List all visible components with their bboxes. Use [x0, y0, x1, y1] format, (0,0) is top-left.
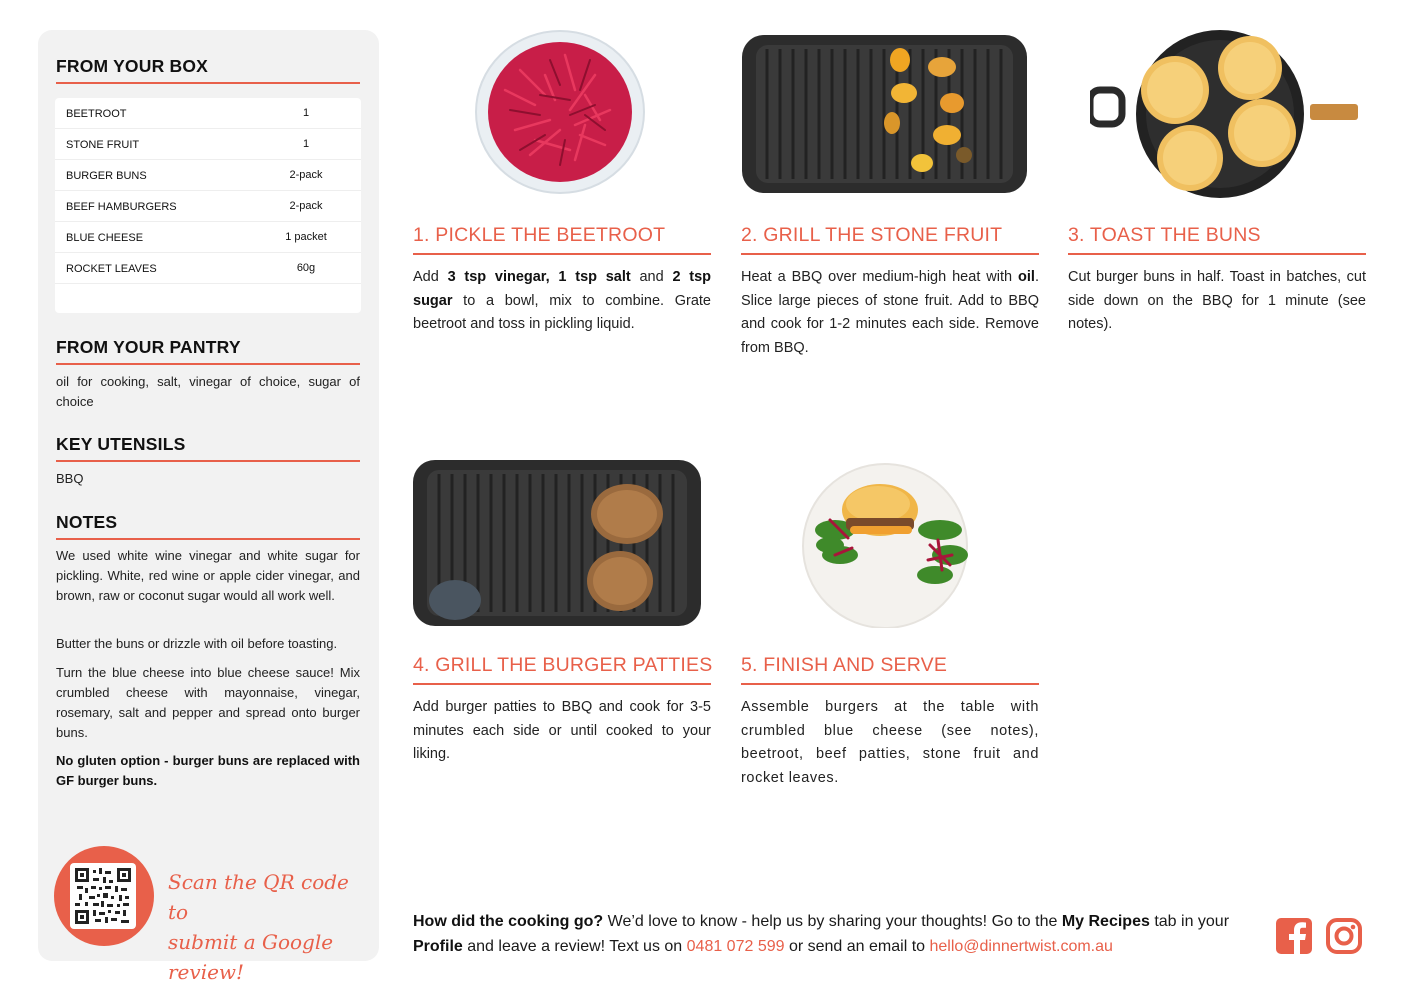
notes-title: NOTES: [56, 512, 118, 532]
step-2-body: Heat a BBQ over medium-high heat with oil. Slice large pieces of stone fruit. Add to BBQ and cook for 1-2 minutes each side. Remove from BBQ.: [741, 269, 1039, 356]
sidebar: [38, 30, 379, 984]
pantry-text: oil for cooking, salt, vinegar of choice, sugar of choice: [56, 374, 360, 409]
feedback-message: How did the cooking go? We’d love to know - help us by sharing your thoughts! Go to the My Recipes tab in your Profile and leave a review! Text us on 0481 072 599 or send an email to hello@dinnertwist.com.au: [413, 913, 1230, 955]
note-text-gluten-free: No gluten option - burger buns are replaced with GF burger buns.: [56, 753, 360, 788]
step-divider: [741, 683, 1039, 685]
from-your-box-title: FROM YOUR BOX: [56, 56, 209, 76]
feedback-question: How did the cooking go?: [413, 913, 604, 930]
ingredient-qty: 1: [302, 138, 310, 150]
section-divider: [56, 363, 360, 365]
note-text: Butter the buns or drizzle with oil before toasting.: [56, 636, 338, 651]
table-row: [55, 222, 361, 253]
pantry-title: FROM YOUR PANTRY: [56, 337, 241, 357]
ingredient-name: BLUE CHEESE: [66, 232, 144, 244]
ingredient-qty: 1: [302, 107, 310, 119]
note-text: We used white wine vinegar and white sugar for pickling. White, red wine or apple cider vinegar, and brown, raw or coconut sugar would all work well.: [56, 548, 360, 603]
step-3-title: 3. TOAST THE BUNS: [1068, 224, 1261, 246]
table-row: [55, 253, 361, 284]
section-divider: [56, 538, 360, 540]
ingredient-name: STONE FRUIT: [66, 139, 140, 151]
table-row: [55, 98, 361, 129]
section-divider: [56, 82, 360, 84]
table-row: [55, 191, 361, 222]
step-2-title: 2. GRILL THE STONE FRUIT: [741, 224, 1003, 246]
step-5-body: Assemble burgers at the table with crumbled blue cheese (see notes), beetroot, beef patties, stone fruit and rocket leaves.: [741, 699, 1039, 786]
stone-fruit-on-grill-image: [742, 35, 1027, 193]
qr-code-icon: [75, 868, 131, 924]
step-3-body: Cut burger buns in half. Toast in batches, cut side down on the BBQ for 1 minute (see notes).: [1068, 269, 1366, 332]
ingredient-name: BEETROOT: [66, 108, 127, 120]
patties-on-grill-image: [413, 460, 701, 626]
facebook-icon[interactable]: [1276, 918, 1312, 954]
profile-label: Profile: [413, 938, 463, 955]
step-divider: [741, 253, 1039, 255]
step-1-body: Add 3 tsp vinegar, 1 tsp salt and 2 tsp sugar to a bowl, mix to combine. Grate beetroot and toss in pickling liquid.: [413, 269, 712, 332]
ingredient-name: ROCKET LEAVES: [66, 263, 157, 275]
ingredient-qty: 2-pack: [289, 200, 323, 212]
ingredient-name: BURGER BUNS: [66, 170, 147, 182]
ingredient-qty: 2-pack: [289, 169, 323, 181]
qr-text-line: Scan the QR code to: [168, 870, 349, 924]
ingredient-name: BEEF HAMBURGERS: [66, 201, 177, 213]
step-4-body: Add burger patties to BBQ and cook for 3-5 minutes each side or until cooked to your liking.: [413, 699, 711, 762]
email-link[interactable]: hello@dinnertwist.com.au: [929, 938, 1113, 955]
phone-link[interactable]: 0481 072 599: [686, 938, 785, 955]
table-row: [55, 160, 361, 191]
section-divider: [56, 460, 360, 462]
utensils-text: BBQ: [56, 471, 84, 486]
grated-beetroot-bowl-image: [475, 30, 645, 195]
utensils-title: KEY UTENSILS: [56, 434, 186, 454]
qr-badge[interactable]: [54, 846, 154, 946]
note-text: Turn the blue cheese into blue cheese sauce! Mix crumbled cheese with mayonnaise, vinegar, rosemary, salt and pepper and spread onto burger buns.: [56, 665, 360, 740]
ingredients-table: [55, 98, 361, 313]
step-divider: [413, 683, 711, 685]
ingredient-qty: 60g: [296, 262, 316, 274]
instagram-icon[interactable]: [1326, 918, 1362, 954]
step-divider: [413, 253, 711, 255]
table-row: [55, 129, 361, 160]
buns-in-pan-image: [1090, 30, 1358, 198]
burger-on-plate-image: [800, 460, 980, 628]
qr-code[interactable]: [70, 863, 136, 929]
my-recipes-label: My Recipes: [1061, 913, 1150, 930]
qr-text-line: submit a Google review!: [168, 930, 334, 984]
qr-call-to-action: [168, 867, 368, 987]
step-4-title: 4. GRILL THE BURGER PATTIES: [413, 654, 713, 676]
step-divider: [1068, 253, 1366, 255]
ingredient-qty: 1 packet: [285, 231, 327, 243]
step-1-title: 1. PICKLE THE BEETROOT: [413, 224, 666, 246]
step-5-title: 5. FINISH AND SERVE: [741, 654, 948, 676]
